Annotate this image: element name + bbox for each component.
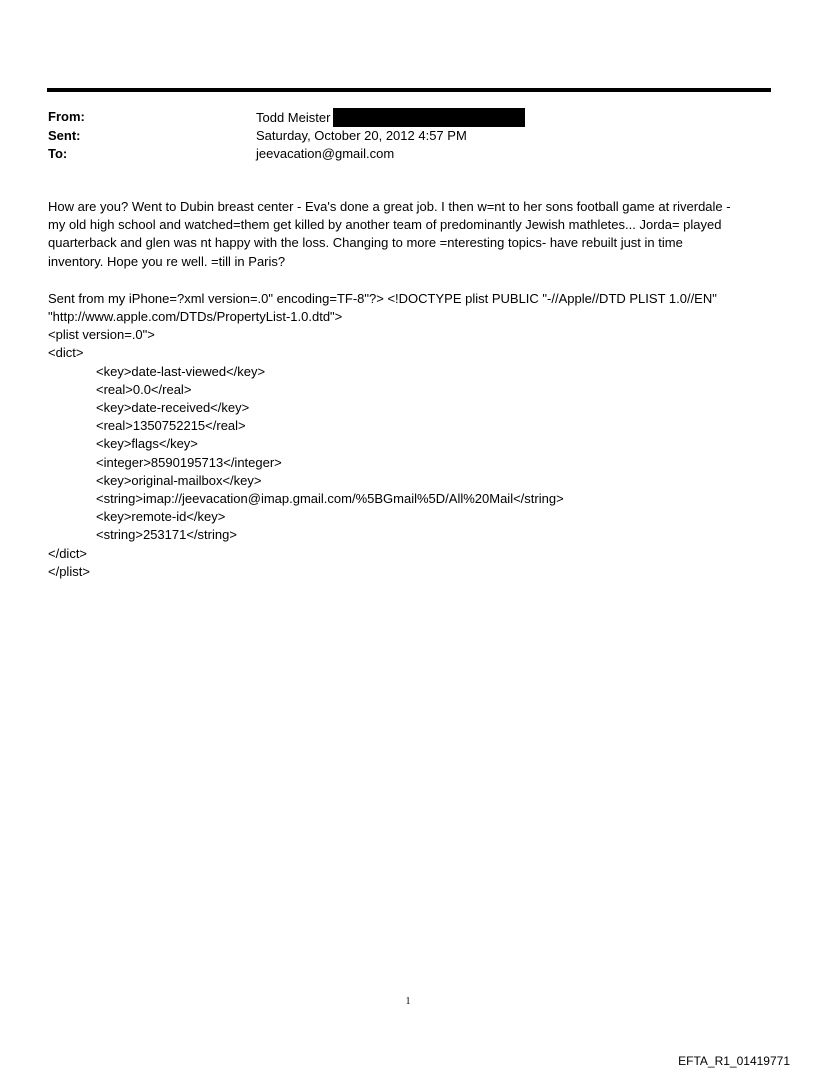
dict-close: </dict> xyxy=(48,545,88,561)
from-label: From: xyxy=(48,109,85,124)
plist-entry: <integer>8590195713</integer> xyxy=(96,454,282,470)
from-row xyxy=(48,108,768,127)
plist-entry: <key>date-last-viewed</key> xyxy=(96,363,266,379)
plist-close: </plist> xyxy=(48,563,90,579)
paragraph-gap xyxy=(48,271,770,290)
sent-label: Sent: xyxy=(48,127,81,143)
plist-entry: <string>253171</string> xyxy=(96,527,237,543)
email-header xyxy=(48,108,768,164)
from-value xyxy=(256,108,525,128)
page-number: 1 xyxy=(405,996,411,1007)
to-value: jeevacation@gmail.com xyxy=(256,146,395,161)
plist-entry: <key>date-received</key> xyxy=(96,400,250,416)
plist-entry: <real>0.0</real> xyxy=(96,381,192,397)
signature-line: Sent from my iPhone=?xml version=.0" encoding=TF-8"?> <!DOCTYPE plist PUBLIC "-//Apple//DTD PLIST 1.0//EN" xyxy=(48,290,717,306)
sent-value: Saturday, October 20, 2012 4:57 PM xyxy=(256,127,467,143)
header-divider xyxy=(47,88,771,92)
plist-entry: <key>remote-id</key> xyxy=(96,509,226,525)
email-body xyxy=(48,198,770,581)
plist-entry: <string>imap://jeevacation@imap.gmail.com/%5BGmail%5D/All%20Mail</string> xyxy=(96,491,564,507)
message-line: How are you? Went to Dubin breast center - Eva's done a great job. I then w=nt to her sons football game at riverdale - xyxy=(48,199,731,214)
message-line: quarterback and glen was nt happy with the loss. Changing to more =nteresting topics- have rebuilt just in time xyxy=(48,235,683,251)
signature-line: "http://www.apple.com/DTDs/PropertyList-1.0.dtd"> xyxy=(48,309,343,325)
plist-entry: <real>1350752215</real> xyxy=(96,418,246,434)
message-line: inventory. Hope you re well. =till in Paris? xyxy=(48,253,286,269)
plist-entry: <key>flags</key> xyxy=(96,436,198,452)
document-id: EFTA_R1_01419771 xyxy=(678,1054,790,1068)
plist-open: <plist version=.0"> xyxy=(48,327,155,343)
sender-name: Todd Meister xyxy=(256,110,331,125)
dict-open: <dict> xyxy=(48,345,84,361)
sent-row xyxy=(48,127,768,146)
message-line: my old high school and watched=them get killed by another team of predominantly Jewish mathletes... Jorda= played xyxy=(48,217,722,233)
to-label: To: xyxy=(48,146,68,161)
plist-entry: <key>original-mailbox</key> xyxy=(96,472,262,488)
to-row xyxy=(48,145,768,164)
redaction-block xyxy=(333,108,525,127)
